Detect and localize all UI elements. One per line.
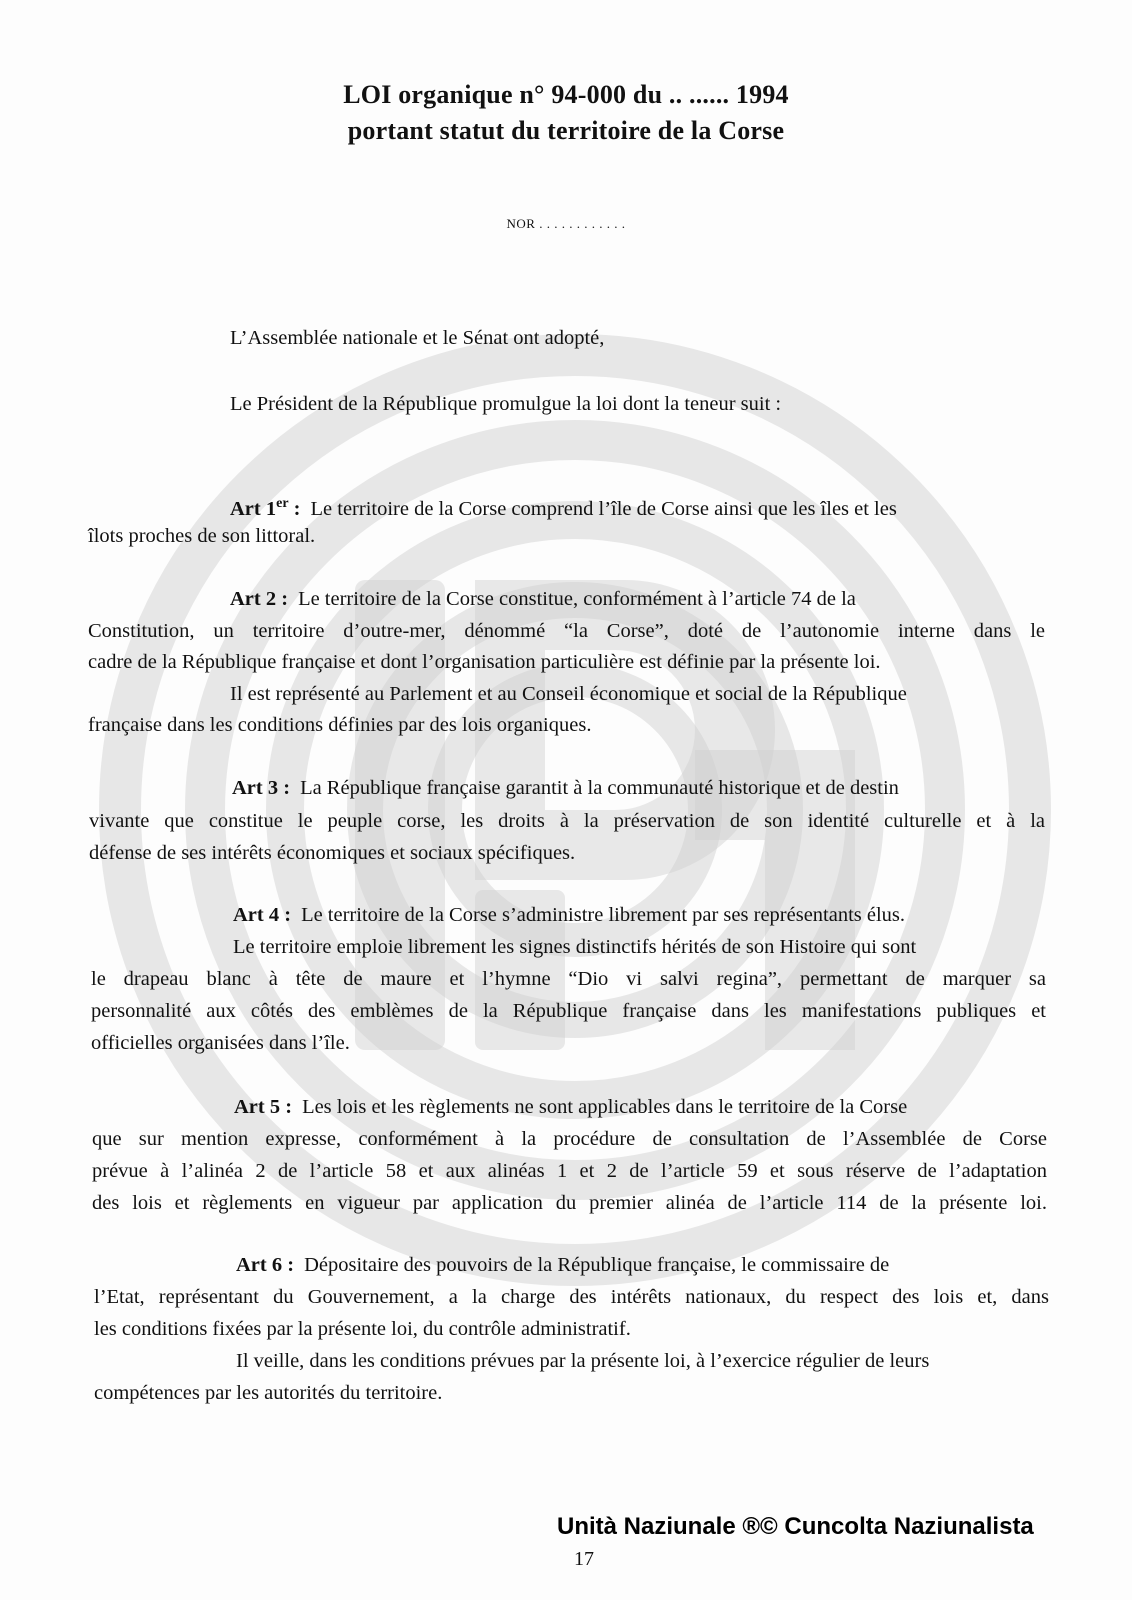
- article-5-line2: que sur mention expresse, conformément à la procédure de consultation de l’Assemblée de Corse: [92, 1128, 1047, 1150]
- article-4-text: Le territoire de la Corse s’administre librement par ses représentants élus.: [301, 904, 906, 926]
- article-4-line3: le drapeau blanc à tête de maure et l’hymne “Dio vi salvi regina”, permettant de marquer sa: [91, 968, 1046, 990]
- article-5-line: [234, 1092, 907, 1122]
- article-2-line5: française dans les conditions définies par des lois organiques.: [88, 714, 592, 736]
- article-6-line2: l’Etat, représentant du Gouvernement, a la charge des intérêts nationaux, du respect des lois et, dans: [94, 1286, 1049, 1308]
- article-1-label: Art 1er :: [230, 496, 301, 520]
- article-2-text: Le territoire de la Corse constitue, conformément à l’article 74 de la: [298, 588, 856, 610]
- document-title-line2: portant statut du territoire de la Corse: [347, 116, 785, 145]
- article-6-text: Dépositaire des pouvoirs de la République française, le commissaire de: [304, 1254, 890, 1276]
- preamble-adoption: L’Assemblée nationale et le Sénat ont adopté,: [230, 327, 605, 349]
- article-3-line2: vivante que constitue le peuple corse, les droits à la préservation de son identité culturelle et à la: [89, 810, 1045, 832]
- article-5-label: Art 5 :: [234, 1096, 293, 1118]
- nor-reference: NOR . . . . . . . . . . . .: [506, 216, 626, 231]
- article-6-line5: compétences par les autorités du territoire.: [94, 1382, 443, 1404]
- article-4-line: [233, 900, 905, 930]
- article-2-label: Art 2 :: [230, 588, 289, 610]
- page-number: 17: [574, 1548, 594, 1570]
- article-2-line4: Il est représenté au Parlement et au Conseil économique et social de la République: [230, 683, 907, 705]
- preamble-promulgation: Le Président de la République promulgue la loi dont la teneur suit :: [230, 393, 782, 415]
- article-4-line5: officielles organisées dans l’île.: [91, 1032, 350, 1054]
- article-2-line: [230, 584, 856, 614]
- article-3-text: La République française garantit à la communauté historique et de destin: [300, 777, 899, 799]
- article-1-line: [230, 489, 897, 524]
- article-1-continuation: îlots proches de son littoral.: [88, 525, 316, 547]
- article-6-line: [236, 1250, 889, 1280]
- article-4-line4: personnalité aux côtés des emblèmes de la République française dans les manifestations publiques et: [91, 1000, 1046, 1022]
- article-4-line2: Le territoire emploie librement les signes distinctifs hérités de son Histoire qui sont: [233, 936, 917, 958]
- article-3-line3: défense de ses intérêts économiques et sociaux spécifiques.: [89, 842, 576, 864]
- article-6-line4: Il veille, dans les conditions prévues par la présente loi, à l’exercice régulier de leurs: [236, 1350, 930, 1372]
- article-5-line4: des lois et règlements en vigueur par application du premier alinéa de l’article 114 de la présente loi.: [92, 1192, 1047, 1214]
- article-2-line3: cadre de la République française et dont l’organisation particulière est définie par la présente loi.: [88, 651, 881, 673]
- article-6-line3: les conditions fixées par la présente loi, du contrôle administratif.: [94, 1318, 631, 1340]
- article-3-label: Art 3 :: [232, 777, 291, 799]
- article-2-line2: Constitution, un territoire d’outre-mer, dénommé “la Corse”, doté de l’autonomie interne dans le: [88, 620, 1045, 642]
- article-6-label: Art 6 :: [236, 1254, 295, 1276]
- source-watermark-text: Unità Naziunale ®© Cuncolta Naziunalista: [557, 1513, 1034, 1540]
- article-5-text: Les lois et les règlements ne sont applicables dans le territoire de la Corse: [302, 1096, 908, 1118]
- article-3-line: [232, 773, 899, 803]
- document-title-line1: LOI organique n° 94-000 du .. ...... 1994: [343, 80, 789, 109]
- article-5-line3: prévue à l’alinéa 2 de l’article 58 et aux alinéas 1 et 2 de l’article 59 et sous réserve de l’adaptation: [92, 1160, 1047, 1182]
- article-4-label: Art 4 :: [233, 904, 292, 926]
- article-1-text: Le territoire de la Corse comprend l’île de Corse ainsi que les îles et les: [310, 497, 897, 520]
